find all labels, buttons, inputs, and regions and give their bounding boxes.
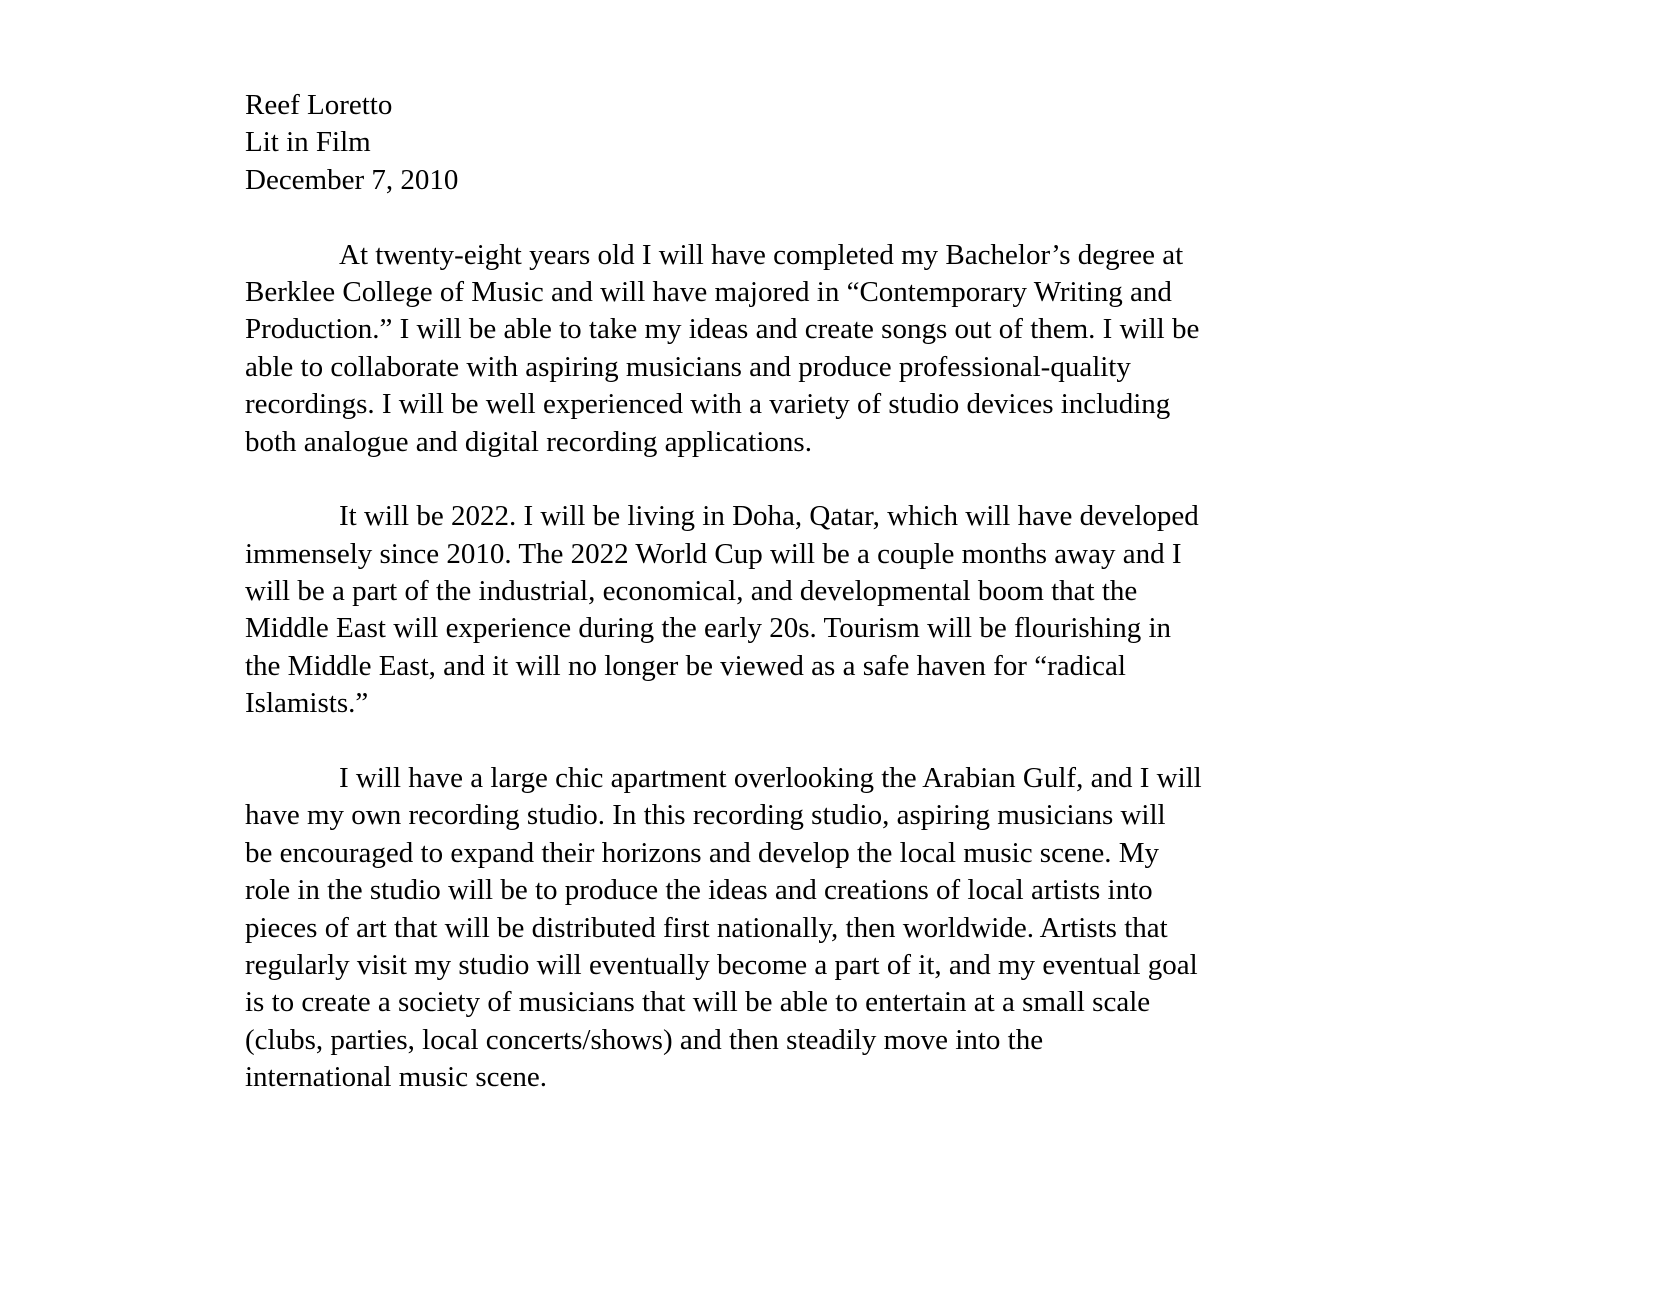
text-line: I will have a large chic apartment overlooking the Arabian Gulf, and I will <box>339 762 1202 795</box>
paragraph-2 <box>245 498 1405 722</box>
text-line: Production.” I will be able to take my ideas and create songs out of them. I will be <box>245 313 1200 346</box>
text-line: able to collaborate with aspiring musicians and produce professional-quality <box>245 350 1131 383</box>
document-text-block <box>245 87 1405 1097</box>
text-line: international music scene. <box>245 1061 547 1094</box>
paragraph-1 <box>245 237 1405 461</box>
text-line: role in the studio will be to produce the ideas and creations of local artists into <box>245 874 1153 907</box>
paragraph-3 <box>245 760 1405 1097</box>
text-line: the Middle East, and it will no longer be viewed as a safe haven for “radical <box>245 649 1126 682</box>
text-line: At twenty-eight years old I will have completed my Bachelor’s degree at <box>339 238 1184 271</box>
header-line: Lit in Film <box>245 126 371 159</box>
text-line: Berklee College of Music and will have majored in “Contemporary Writing and <box>245 275 1172 308</box>
document-header <box>245 87 1405 199</box>
text-line: is to create a society of musicians that will be able to entertain at a small scale <box>245 986 1151 1019</box>
text-line: Islamists.” <box>245 687 369 720</box>
header-line: December 7, 2010 <box>245 163 459 196</box>
text-line: both analogue and digital recording applications. <box>245 425 812 458</box>
text-line: be encouraged to expand their horizons and develop the local music scene. My <box>245 836 1159 869</box>
text-line: have my own recording studio. In this recording studio, aspiring musicians will <box>245 799 1166 832</box>
text-line: immensely since 2010. The 2022 World Cup will be a couple months away and I <box>245 537 1182 570</box>
header-line: Reef Loretto <box>245 89 393 121</box>
document-body <box>245 237 1405 1097</box>
text-line: recordings. I will be well experienced with a variety of studio devices including <box>245 388 1171 421</box>
text-line: It will be 2022. I will be living in Doha, Qatar, which will have developed <box>339 500 1199 533</box>
text-line: Middle East will experience during the early 20s. Tourism will be flourishing in <box>245 612 1172 645</box>
text-line: will be a part of the industrial, economical, and developmental boom that the <box>245 575 1138 608</box>
text-line: (clubs, parties, local concerts/shows) and then steadily move into the <box>245 1023 1044 1056</box>
text-line: pieces of art that will be distributed first nationally, then worldwide. Artists that <box>245 911 1168 944</box>
text-line: regularly visit my studio will eventually become a part of it, and my eventual goal <box>245 948 1198 981</box>
